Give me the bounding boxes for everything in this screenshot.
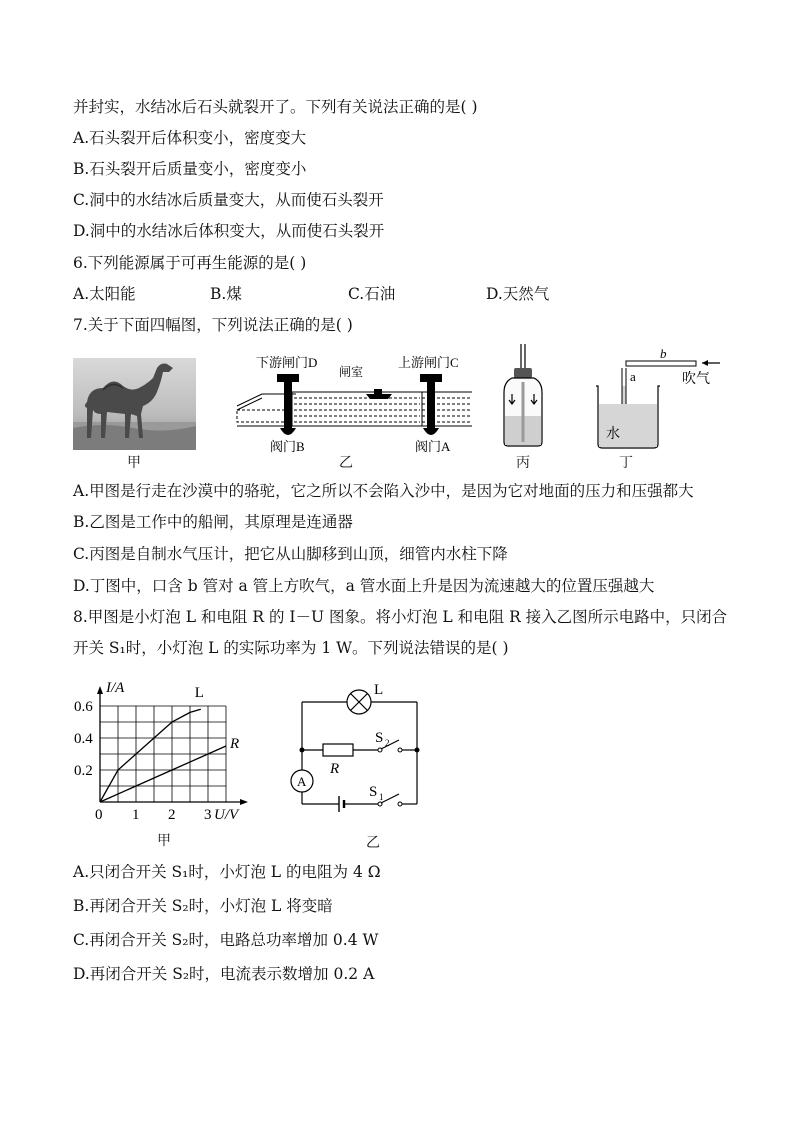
q8-option-a: A.只闭合开关 S₁时，小灯泡 L 的电阻为 4 Ω — [73, 863, 381, 881]
s2-label: S — [375, 730, 384, 746]
q6-stem: 6.下列能源属于可再生能源的是( ) — [73, 254, 307, 272]
y-axis-label: I/A — [106, 680, 125, 696]
q6-option-d: D.天然气 — [486, 285, 550, 303]
valve-a-label: 阀门A — [415, 439, 451, 454]
q7-option-b: B.乙图是工作中的船闸，其原理是连通器 — [73, 513, 353, 531]
q7-stem: 7.关于下面四幅图，下列说法正确的是( ) — [73, 316, 353, 334]
q7-caption-bing: 丙 — [516, 455, 530, 471]
series-line-L — [100, 709, 201, 802]
s1-subscript: 1 — [379, 792, 384, 802]
series-label-R: R — [230, 736, 240, 752]
s1-label: S — [369, 784, 378, 800]
y-tick-label: 0.2 — [74, 763, 93, 779]
q7-option-d: D.丁图中，口含 b 管对 a 管上方吹气，a 管水面上升是因为流速越大的位置压强越大 — [73, 577, 655, 595]
q7-caption-ding: 丁 — [619, 455, 633, 471]
tube-b-label: b — [660, 346, 667, 361]
lamp-label: L — [374, 682, 384, 698]
x-axis-arrow — [240, 799, 248, 805]
q6-option-b: B.煤 — [210, 285, 242, 303]
q5-option-d: D.洞中的水结冰后体积变大，从而使石头裂开 — [73, 222, 385, 240]
q8-caption-yi: 乙 — [366, 835, 380, 851]
q6-option-c: C.石油 — [348, 285, 396, 303]
circuit-diagram — [285, 676, 425, 816]
y-axis-arrow — [97, 686, 103, 694]
x-tick-label: 0 — [95, 807, 103, 823]
q7-caption-jia: 甲 — [127, 455, 141, 471]
gate-d-label: 下游闸门D — [256, 355, 318, 370]
gate-c-label: 上游闸门C — [398, 355, 459, 370]
iu-chart — [72, 672, 282, 830]
tube-a-label: a — [630, 369, 636, 384]
q8-stem-line2: 开关 S₁时，小灯泡 L 的实际功率为 1 W。下列说法错误的是( ) — [73, 639, 509, 657]
series-line-R — [100, 746, 226, 802]
y-tick-label: 0.4 — [74, 731, 93, 747]
s2-subscript: 2 — [385, 738, 390, 748]
q5-option-a: A.石头裂开后体积变小，密度变大 — [73, 129, 307, 147]
x-tick-label: 3 — [204, 807, 212, 823]
water-label: 水 — [606, 427, 620, 442]
series-label-L: L — [194, 685, 204, 701]
resistor-icon — [323, 744, 353, 756]
resistor-label: R — [330, 761, 340, 777]
x-tick-label: 2 — [168, 807, 176, 823]
q8-stem-line1: 8.甲图是小灯泡 L 和电阻 R 的 I－U 图象。将小灯泡 L 和电阻 R 接入乙图所示电路中，只闭合 — [73, 608, 728, 626]
q7-option-a: A.甲图是行走在沙漠中的骆驼，它之所以不会陷入沙中，是因为它对地面的压力和压强都大 — [73, 482, 694, 500]
camel-photo — [73, 358, 196, 450]
chamber-label: 闸室 — [339, 365, 364, 379]
q5-option-b: B.石头裂开后质量变小，密度变小 — [73, 160, 307, 178]
ship-lock-figure — [232, 352, 476, 456]
q8-option-c: C.再闭合开关 S₂时，电路总功率增加 0.4 W — [73, 931, 379, 949]
valve-b-label: 阀门B — [270, 439, 305, 454]
q8-option-d: D.再闭合开关 S₂时，电流表示数增加 0.2 A — [73, 965, 375, 983]
q5-stem-tail: 并封实，水结冰后石头就裂开了。下列有关说法正确的是( ) — [73, 98, 478, 116]
x-tick-label: 1 — [132, 807, 140, 823]
q7-option-c: C.丙图是自制水气压计，把它从山脚移到山顶，细管内水柱下降 — [73, 545, 508, 563]
x-axis-label: U/V — [214, 807, 239, 823]
blow-label: 吹气 — [682, 372, 710, 387]
q8-option-b: B.再闭合开关 S₂时，小灯泡 L 将变暗 — [73, 897, 333, 915]
q6-option-a: A.太阳能 — [73, 285, 136, 303]
y-tick-label: 0.6 — [74, 699, 93, 715]
blowing-tube-figure — [592, 346, 727, 450]
q8-caption-jia: 甲 — [157, 833, 171, 849]
water-barometer-figure — [498, 342, 548, 452]
ammeter-label: A — [297, 774, 307, 789]
q5-option-c: C.洞中的水结冰后质量变大，从而使石头裂开 — [73, 191, 384, 209]
q7-caption-yi: 乙 — [339, 455, 353, 471]
